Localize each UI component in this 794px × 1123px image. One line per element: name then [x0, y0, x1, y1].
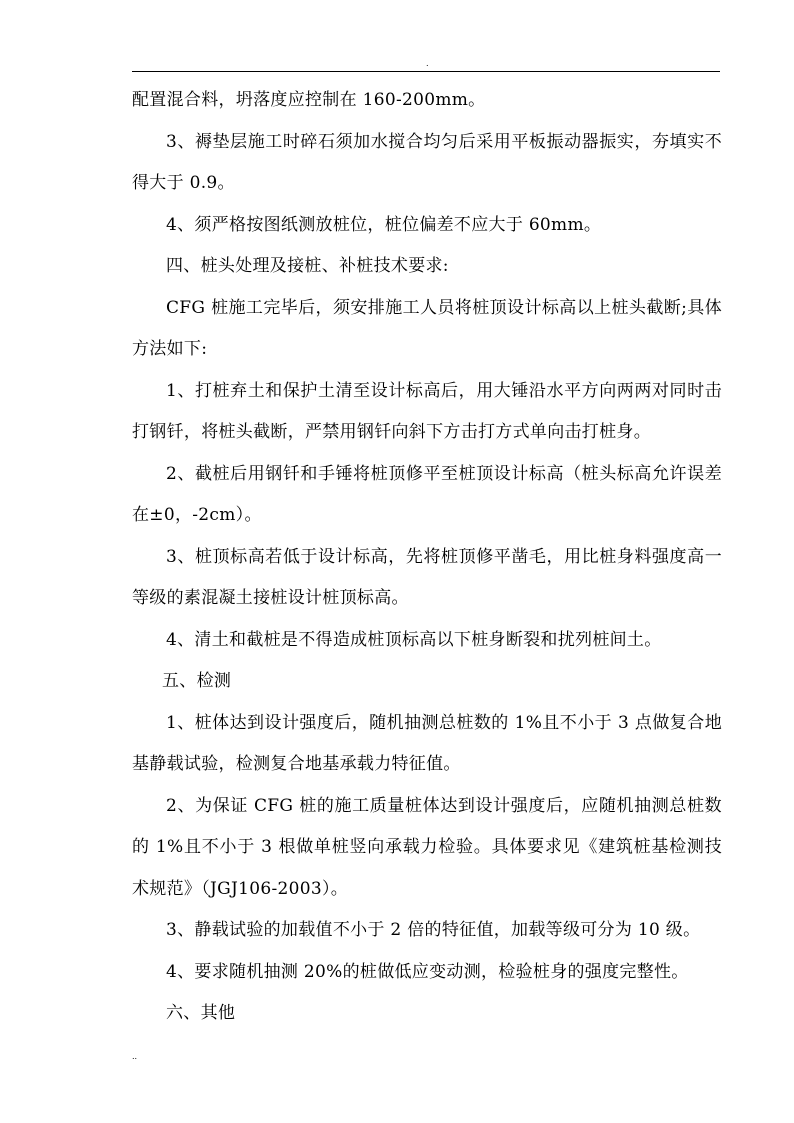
- paragraph-cfg-cutoff: CFG 桩施工完毕后，须安排施工人员将桩顶设计标高以上桩头截断;具体方法如下:: [132, 297, 722, 359]
- header-rule: [132, 71, 720, 72]
- paragraph-test-3: 3、静载试验的加载值不小于 2 倍的特征值，加载等级可分为 10 级。: [166, 920, 701, 940]
- paragraph-test-1: 1、桩体达到设计强度后，随机抽测总桩数的 1%且不小于 3 点做复合地基静载试验，检测复合地基承载力特征值。: [132, 712, 722, 774]
- paragraph-step-2: 2、截桩后用钢钎和手锤将桩顶修平至桩顶设计标高（桩头标高允许误差在±0，-2cm）。: [132, 463, 722, 525]
- section-heading-pile-head: 四、桩头处理及接桩、补桩技术要求:: [166, 256, 449, 276]
- paragraph-pile-position: 4、须严格按图纸测放桩位，桩位偏差不应大于 60mm。: [166, 214, 602, 235]
- section-heading-other: 六、其他: [166, 1003, 236, 1023]
- paragraph-step-4: 4、清土和截桩是不得造成桩顶标高以下桩身断裂和扰列桩间土。: [166, 629, 662, 650]
- paragraph-step-1: 1、打桩弃土和保护土清至设计标高后，用大锤沿水平方向两两对同时击打钢钎，将桩头截断，严禁用钢钎向斜下方击打方式单向击打桩身。: [132, 380, 722, 442]
- section-heading-testing: 五、检测: [162, 671, 232, 691]
- header-mark: .: [426, 59, 429, 68]
- paragraph-cushion-layer: 3、褥垫层施工时碎石须加水搅合均匀后采用平板振动器振实，夯填实不得大于 0.9。: [132, 131, 722, 193]
- paragraph-test-4: 4、要求随机抽测 20%的桩做低应变动测，检验桩身的强度完整性。: [166, 961, 689, 982]
- paragraph-mix-slump: 配置混合料，坍落度应控制在 160-200mm。: [132, 90, 486, 110]
- document-body: [132, 80, 722, 1035]
- footer-mark: ..: [132, 1052, 138, 1061]
- paragraph-step-3: 3、桩顶标高若低于设计标高，先将桩顶修平凿毛，用比桩身料强度高一等级的素混凝土接桩设计桩顶标高。: [132, 546, 722, 608]
- paragraph-test-2: 2、为保证 CFG 桩的施工质量桩体达到设计强度后，应随机抽测总桩数的 1%且不小于 3 根做单桩竖向承载力检验。具体要求见《建筑桩基检测技术规范》（JGJ106-2003）。: [132, 795, 722, 899]
